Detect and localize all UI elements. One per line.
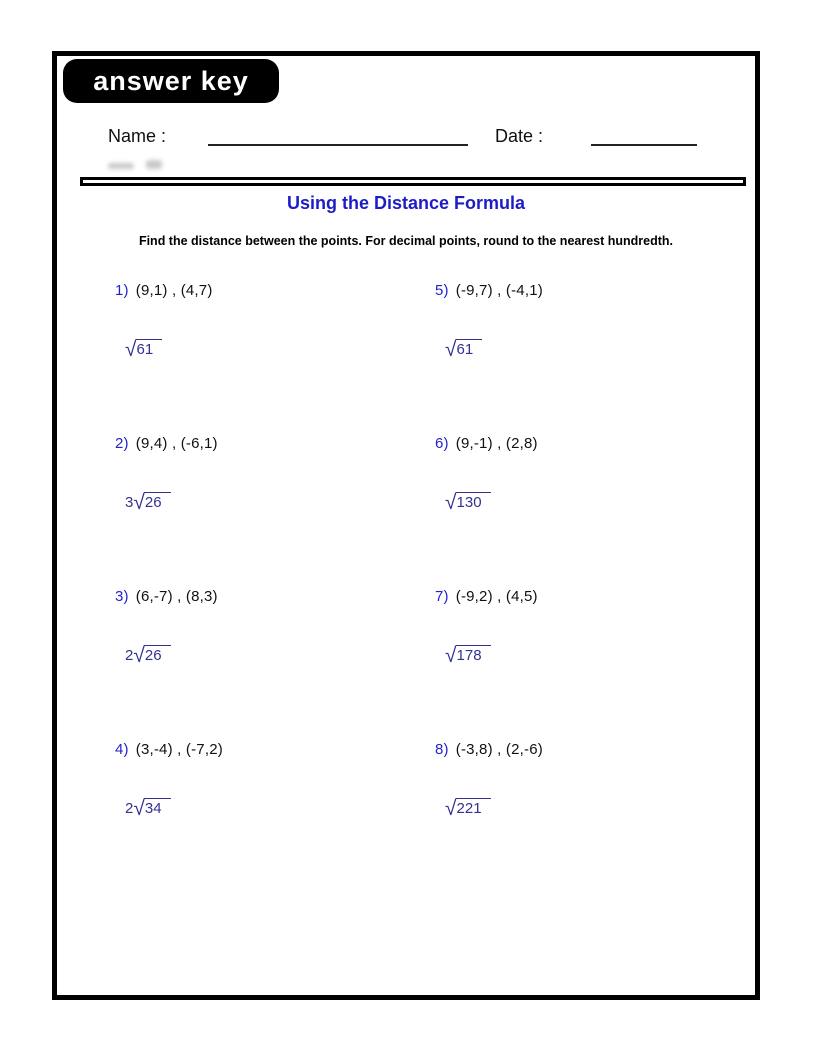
- problem-points: (-9,7) , (-4,1): [455, 281, 543, 299]
- problem-cell: [435, 282, 755, 435]
- problem-answer: [125, 339, 435, 359]
- problem-answer: [445, 339, 755, 359]
- answer-coefficient: 2: [125, 646, 134, 664]
- answer-radicand: 26: [144, 645, 171, 665]
- problem-answer: [445, 798, 755, 818]
- answer-radicand: 34: [144, 798, 171, 818]
- problem-answer: [445, 492, 755, 512]
- problem-statement: [435, 588, 755, 605]
- square-root-icon: √: [125, 337, 137, 361]
- problem-number: 5): [435, 281, 449, 299]
- erased-text-smudge: [108, 159, 178, 173]
- problem-statement: [435, 435, 755, 452]
- problem-points: (9,1) , (4,7): [135, 281, 213, 299]
- problem-cell: [115, 588, 435, 741]
- problem-answer: [445, 645, 755, 665]
- date-blank-line: [591, 144, 697, 146]
- problem-statement: [115, 588, 435, 605]
- problem-statement: [115, 741, 435, 758]
- problem-statement: [115, 435, 435, 452]
- problem-points: (3,-4) , (-7,2): [135, 740, 223, 758]
- problem-points: (9,4) , (-6,1): [135, 434, 218, 452]
- answer-radicand: 26: [144, 492, 171, 512]
- square-root-icon: √: [133, 490, 145, 514]
- problem-points: (9,-1) , (2,8): [455, 434, 538, 452]
- square-root-icon: √: [133, 643, 145, 667]
- problem-number: 1): [115, 281, 129, 299]
- problem-points: (-9,2) , (4,5): [455, 587, 538, 605]
- problem-number: 6): [435, 434, 449, 452]
- square-root-icon: √: [445, 643, 457, 667]
- name-date-row: [108, 126, 755, 147]
- answer-radicand: 221: [456, 798, 491, 818]
- problem-answer: [125, 645, 435, 665]
- problem-number: 4): [115, 740, 129, 758]
- answer-radicand: 61: [456, 339, 483, 359]
- name-label: Name :: [108, 126, 167, 146]
- problem-number: 8): [435, 740, 449, 758]
- problem-statement: [435, 741, 755, 758]
- problem-cell: [435, 435, 755, 588]
- problem-number: 2): [115, 434, 129, 452]
- problem-points: (6,-7) , (8,3): [135, 587, 218, 605]
- date-label: Date :: [495, 126, 544, 146]
- answer-radicand: 61: [136, 339, 163, 359]
- answer-key-badge: [63, 59, 279, 103]
- worksheet-instruction: Find the distance between the points. For decimal points, round to the nearest hundredth.: [138, 233, 674, 248]
- problem-cell: [115, 282, 435, 435]
- worksheet-title: Using the Distance Formula: [286, 192, 526, 213]
- problem-points: (-3,8) , (2,-6): [455, 740, 543, 758]
- square-root-icon: √: [445, 490, 457, 514]
- problem-cell: [435, 741, 755, 894]
- answer-radicand: 130: [456, 492, 491, 512]
- problem-number: 7): [435, 587, 449, 605]
- header-divider-rule: [80, 177, 746, 186]
- square-root-icon: √: [133, 796, 145, 820]
- square-root-icon: √: [445, 337, 457, 361]
- answer-coefficient: 3: [125, 493, 134, 511]
- answer-coefficient: 2: [125, 799, 134, 817]
- worksheet-sheet-border: [52, 51, 760, 1000]
- problems-grid: [115, 282, 755, 894]
- problem-statement: [435, 282, 755, 299]
- problem-cell: [115, 435, 435, 588]
- problem-cell: [115, 741, 435, 894]
- problem-answer: [125, 798, 435, 818]
- problem-statement: [115, 282, 435, 299]
- problem-answer: [125, 492, 435, 512]
- answer-radicand: 178: [456, 645, 491, 665]
- problem-number: 3): [115, 587, 129, 605]
- name-blank-line: [208, 144, 468, 146]
- square-root-icon: √: [445, 796, 457, 820]
- problem-cell: [435, 588, 755, 741]
- answer-key-badge-label: answer key: [93, 65, 249, 96]
